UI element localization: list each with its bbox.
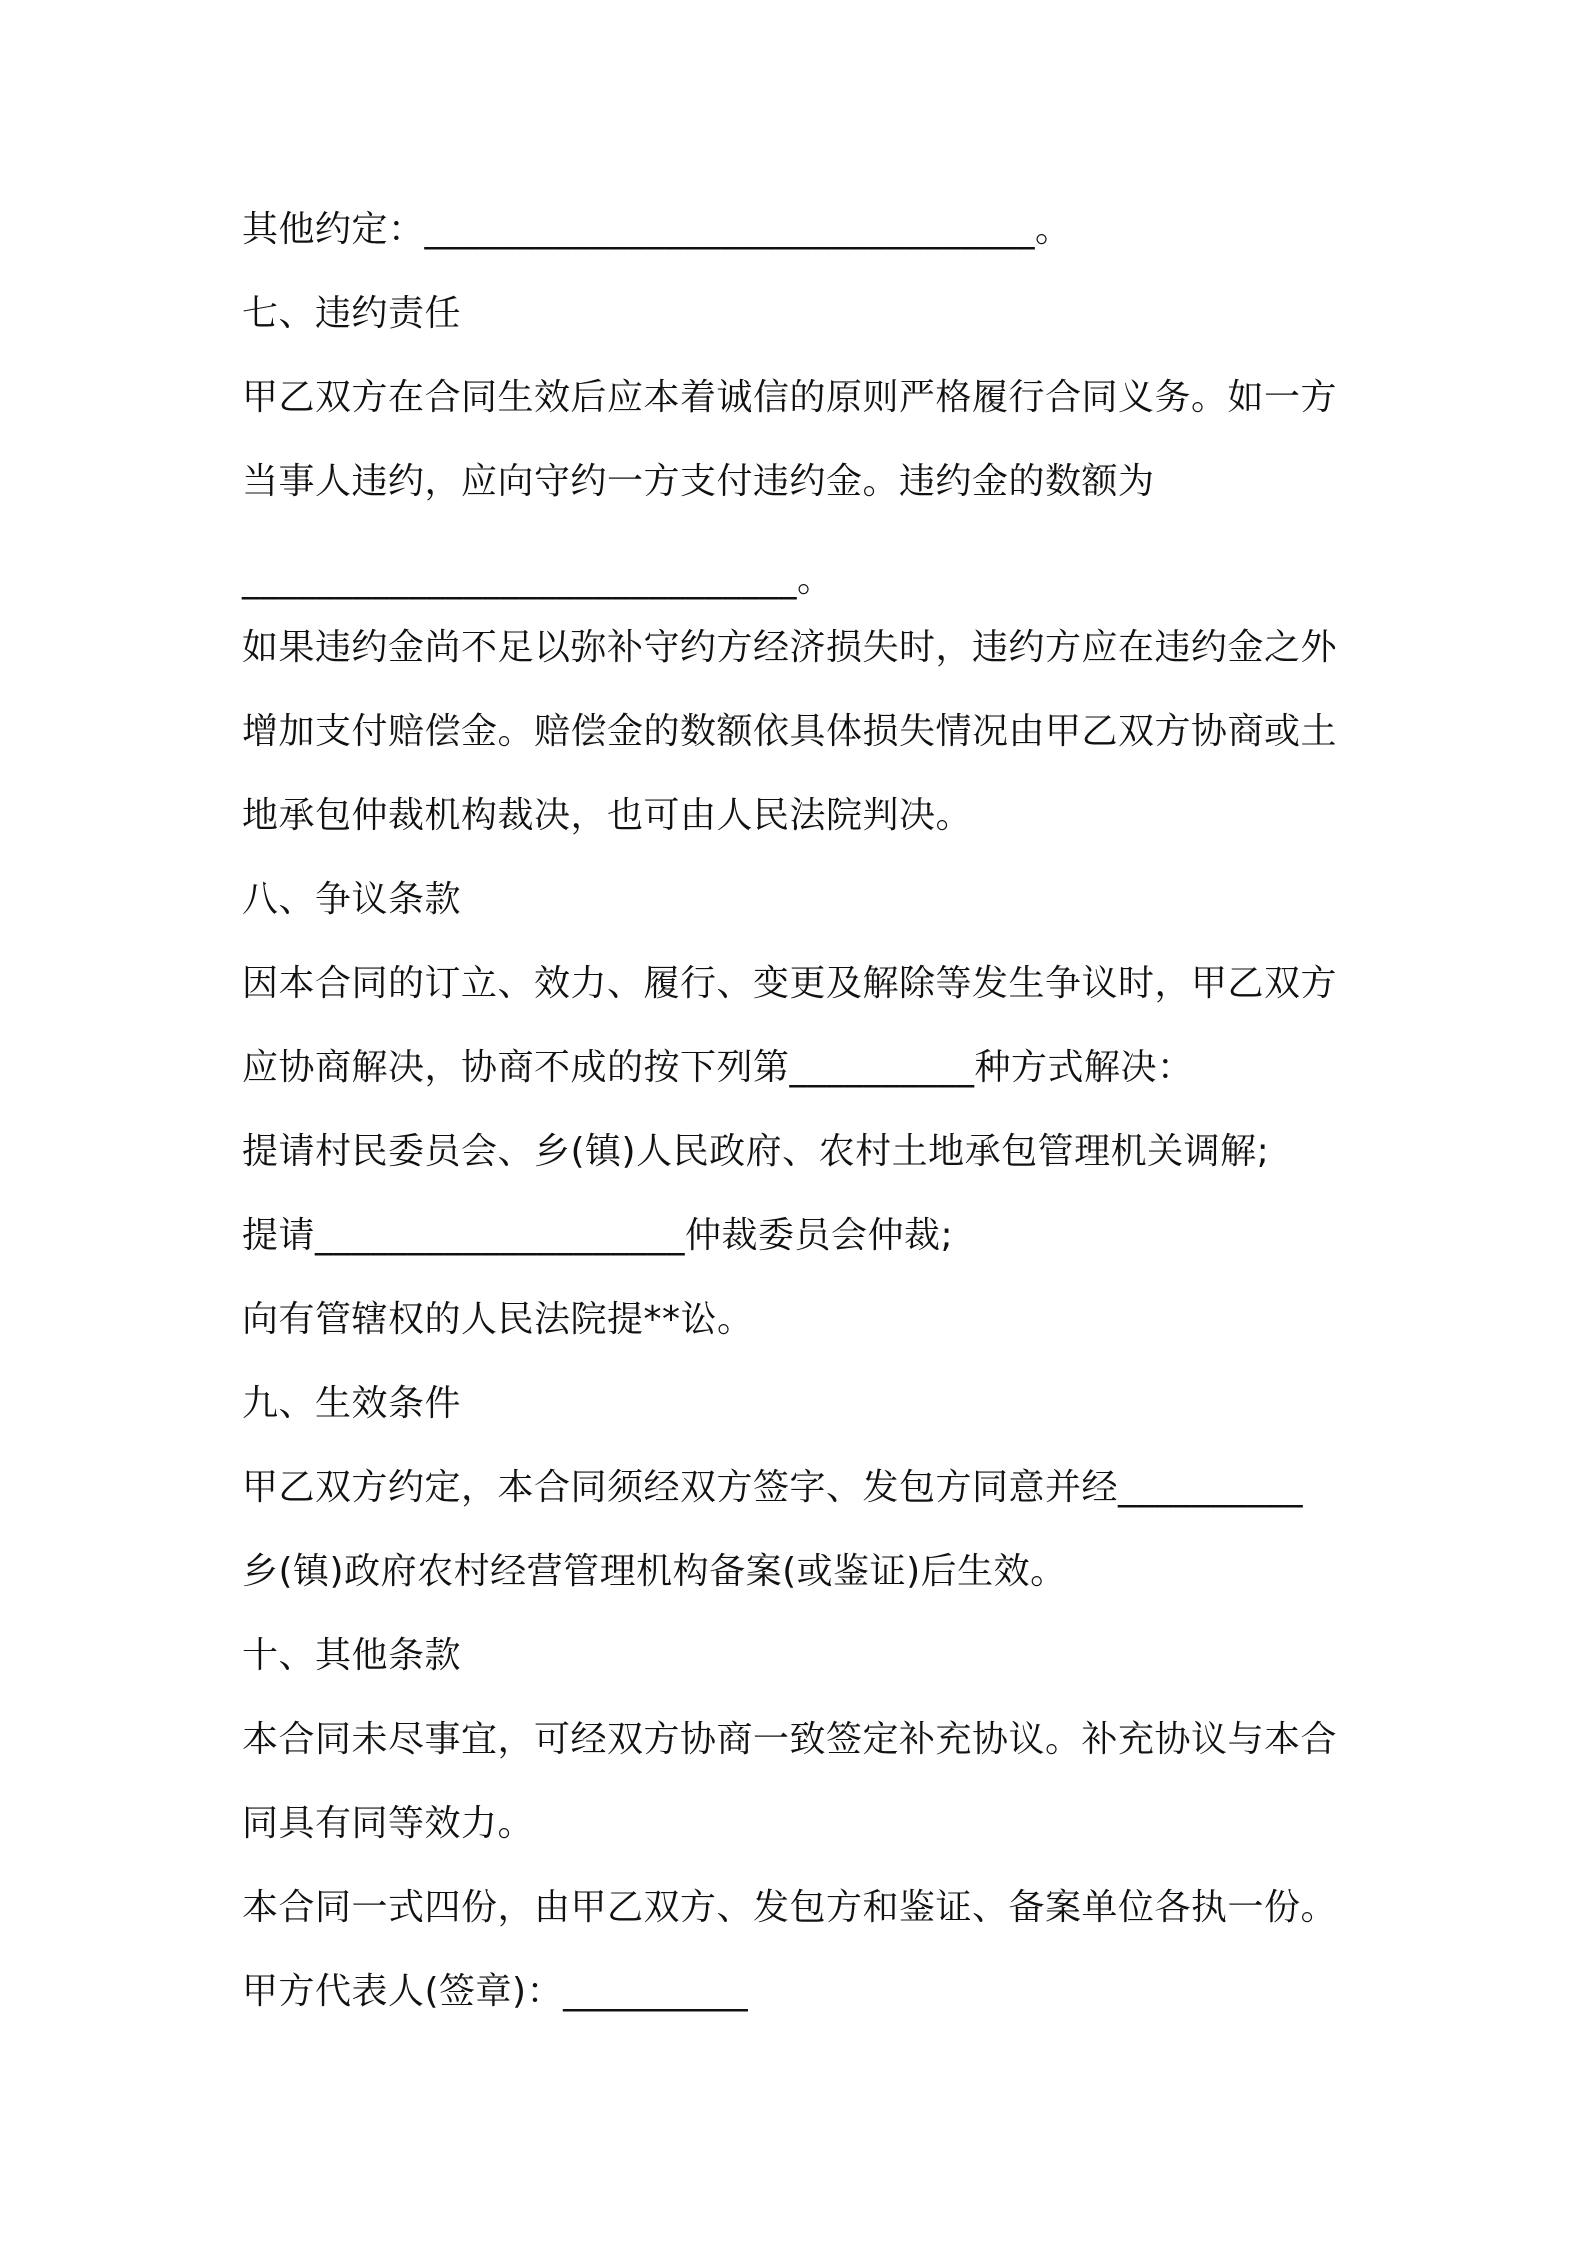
party-a-signature-line: 甲方代表人(签章)：__________ <box>242 1971 749 2012</box>
section-10-heading: 十、其他条款 <box>242 1635 462 1676</box>
section-8-paragraph-line-2: 应协商解决，协商不成的按下列第__________种方式解决： <box>242 1047 1194 1088</box>
section-10-paragraph-line-2: 同具有同等效力。 <box>242 1803 535 1844</box>
section-8-heading: 八、争议条款 <box>242 879 462 920</box>
copies-clause: 本合同一式四份，由甲乙双方、发包方和鉴证、备案单位各执一份。 <box>242 1887 1338 1928</box>
section-9-paragraph-line-1: 甲乙双方约定，本合同须经双方签字、发包方同意并经__________ <box>242 1467 1304 1508</box>
dispute-option-litigation: 向有管辖权的人民法院提**讼。 <box>242 1299 754 1340</box>
dispute-option-mediation: 提请村民委员会、乡(镇)人民政府、农村土地承包管理机关调解; <box>242 1131 1270 1172</box>
section-7-heading: 七、违约责任 <box>242 293 462 334</box>
section-7-paragraph-2-line-2: 增加支付赔偿金。赔偿金的数额依具体损失情况由甲乙双方协商或土 <box>242 711 1338 752</box>
section-7-paragraph-line-1: 甲乙双方在合同生效后应本着诚信的原则严格履行合同义务。如一方 <box>242 377 1338 418</box>
dispute-option-arbitration: 提请____________________仲裁委员会仲裁; <box>242 1215 954 1256</box>
section-9-paragraph-line-2: 乡(镇)政府农村经营管理机构备案(或鉴证)后生效。 <box>242 1551 1067 1592</box>
penalty-amount-blank: ______________________________。 <box>242 559 834 600</box>
section-7-paragraph-2-line-1: 如果违约金尚不足以弥补守约方经济损失时，违约方应在违约金之外 <box>242 627 1338 668</box>
section-7-paragraph-2-line-3: 地承包仲裁机构裁决，也可由人民法院判决。 <box>242 795 973 836</box>
section-10-paragraph-line-1: 本合同未尽事宜，可经双方协商一致签定补充协议。补充协议与本合 <box>242 1719 1338 1760</box>
section-8-paragraph-line-1: 因本合同的订立、效力、履行、变更及解除等发生争议时，甲乙双方 <box>242 963 1338 1004</box>
section-7-paragraph-line-2: 当事人违约，应向守约一方支付违约金。违约金的数额为 <box>242 461 1155 502</box>
section-9-heading: 九、生效条件 <box>242 1383 462 1424</box>
other-agreement-line: 其他约定：_________________________________。 <box>242 209 1072 250</box>
